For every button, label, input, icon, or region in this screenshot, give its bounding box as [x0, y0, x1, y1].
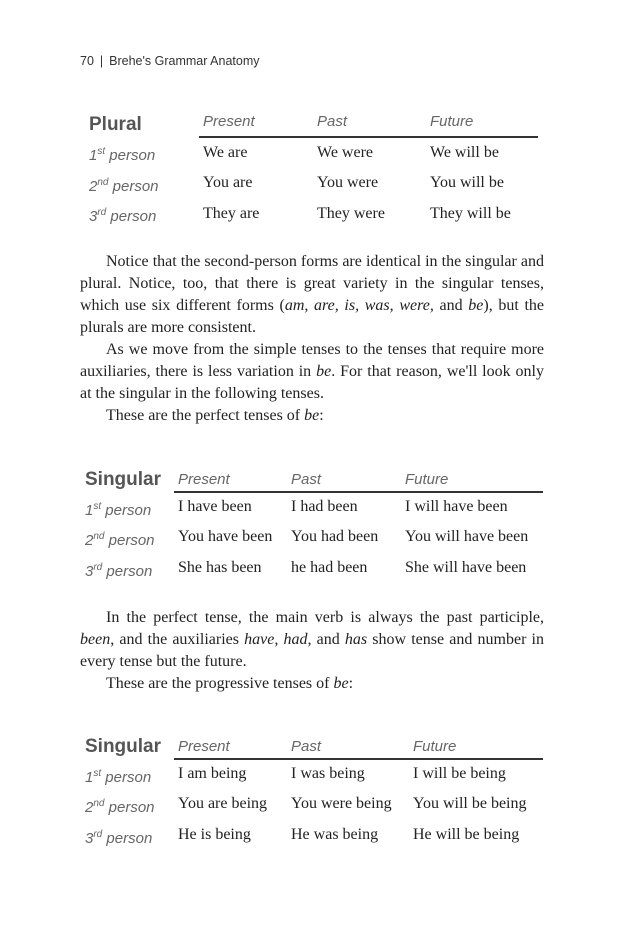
paragraph: These are the perfect tenses of be: [106, 407, 324, 424]
table-cell: He is being [178, 826, 251, 843]
row-label-2nd-person: 2nd person [85, 531, 155, 549]
table-cell: You will have been [405, 528, 529, 545]
table-cell: You were being [291, 795, 392, 812]
table-cell: They are [203, 205, 260, 222]
table-cell: They were [317, 205, 385, 222]
header-rule [174, 491, 543, 493]
table-cell: You are [203, 174, 253, 191]
column-header-future: Future [413, 738, 457, 755]
table-cell: he had been [291, 559, 368, 576]
row-label-3rd-person: 3rd person [85, 829, 153, 847]
row-label-3rd-person: 3rd person [85, 562, 153, 580]
table-title: Singular [85, 469, 162, 490]
table-cell: He will be being [413, 826, 520, 843]
book-title: Brehe's Grammar Anatomy [109, 54, 260, 68]
running-header [80, 54, 260, 68]
header-separator: | [99, 54, 104, 68]
table-cell: We will be [430, 144, 499, 161]
table-cell: You are being [178, 795, 268, 812]
table-cell: You had been [291, 528, 379, 545]
row-label-1st-person: 1st person [85, 501, 152, 519]
header-rule [199, 136, 538, 138]
table-cell: I was being [291, 765, 365, 782]
table-cell: You were [317, 174, 379, 191]
table-cell: You will be [430, 174, 504, 191]
table-cell: You have been [178, 528, 273, 545]
column-header-present: Present [178, 471, 230, 488]
body-text-block-2 [80, 607, 544, 695]
table-cell: He was being [291, 826, 379, 843]
paragraph: In the perfect tense, the main verb is always the past participle, been, and the auxiliaries have, had, and has show tense and number in every tense but the future. [80, 609, 544, 670]
table-cell: I had been [291, 498, 358, 515]
table-cell: I am being [178, 765, 247, 782]
body-text-block-1 [80, 251, 544, 427]
column-header-future: Future [430, 113, 474, 130]
column-header-past: Past [291, 738, 322, 755]
row-label-1st-person: 1st person [85, 768, 152, 786]
row-label-3rd-person: 3rd person [89, 207, 157, 225]
paragraph: As we move from the simple tenses to the tenses that require more auxiliaries, there is less variation in be. For that reason, we'll look only at the singular in the following tenses. [80, 341, 544, 402]
table-title: Singular [85, 736, 162, 757]
column-header-past: Past [291, 471, 322, 488]
paragraph: Notice that the second-person forms are identical in the singular and plural. Notice, too, that there is great variety in the singular tenses, which use six different forms (am, are, is, was, were, and be), but the plurals are more consistent. [80, 253, 544, 336]
header-rule [174, 758, 543, 760]
row-label-1st-person: 1st person [89, 146, 156, 164]
table-title: Plural [89, 114, 142, 135]
row-label-2nd-person: 2nd person [89, 177, 159, 195]
table-cell: I have been [178, 498, 252, 515]
table-cell: You will be being [413, 795, 527, 812]
column-header-past: Past [317, 113, 348, 130]
table-cell: I will have been [405, 498, 508, 515]
table-cell: She has been [178, 559, 262, 576]
table-cell: I will be being [413, 765, 506, 782]
column-header-present: Present [178, 738, 230, 755]
column-header-present: Present [203, 113, 255, 130]
table-cell: She will have been [405, 559, 527, 576]
page-number: 70 [80, 54, 94, 68]
table-cell: We are [203, 144, 248, 161]
column-header-future: Future [405, 471, 449, 488]
table-cell: They will be [430, 205, 511, 222]
row-label-2nd-person: 2nd person [85, 798, 155, 816]
paragraph: These are the progressive tenses of be: [106, 675, 354, 692]
table-cell: We were [317, 144, 374, 161]
